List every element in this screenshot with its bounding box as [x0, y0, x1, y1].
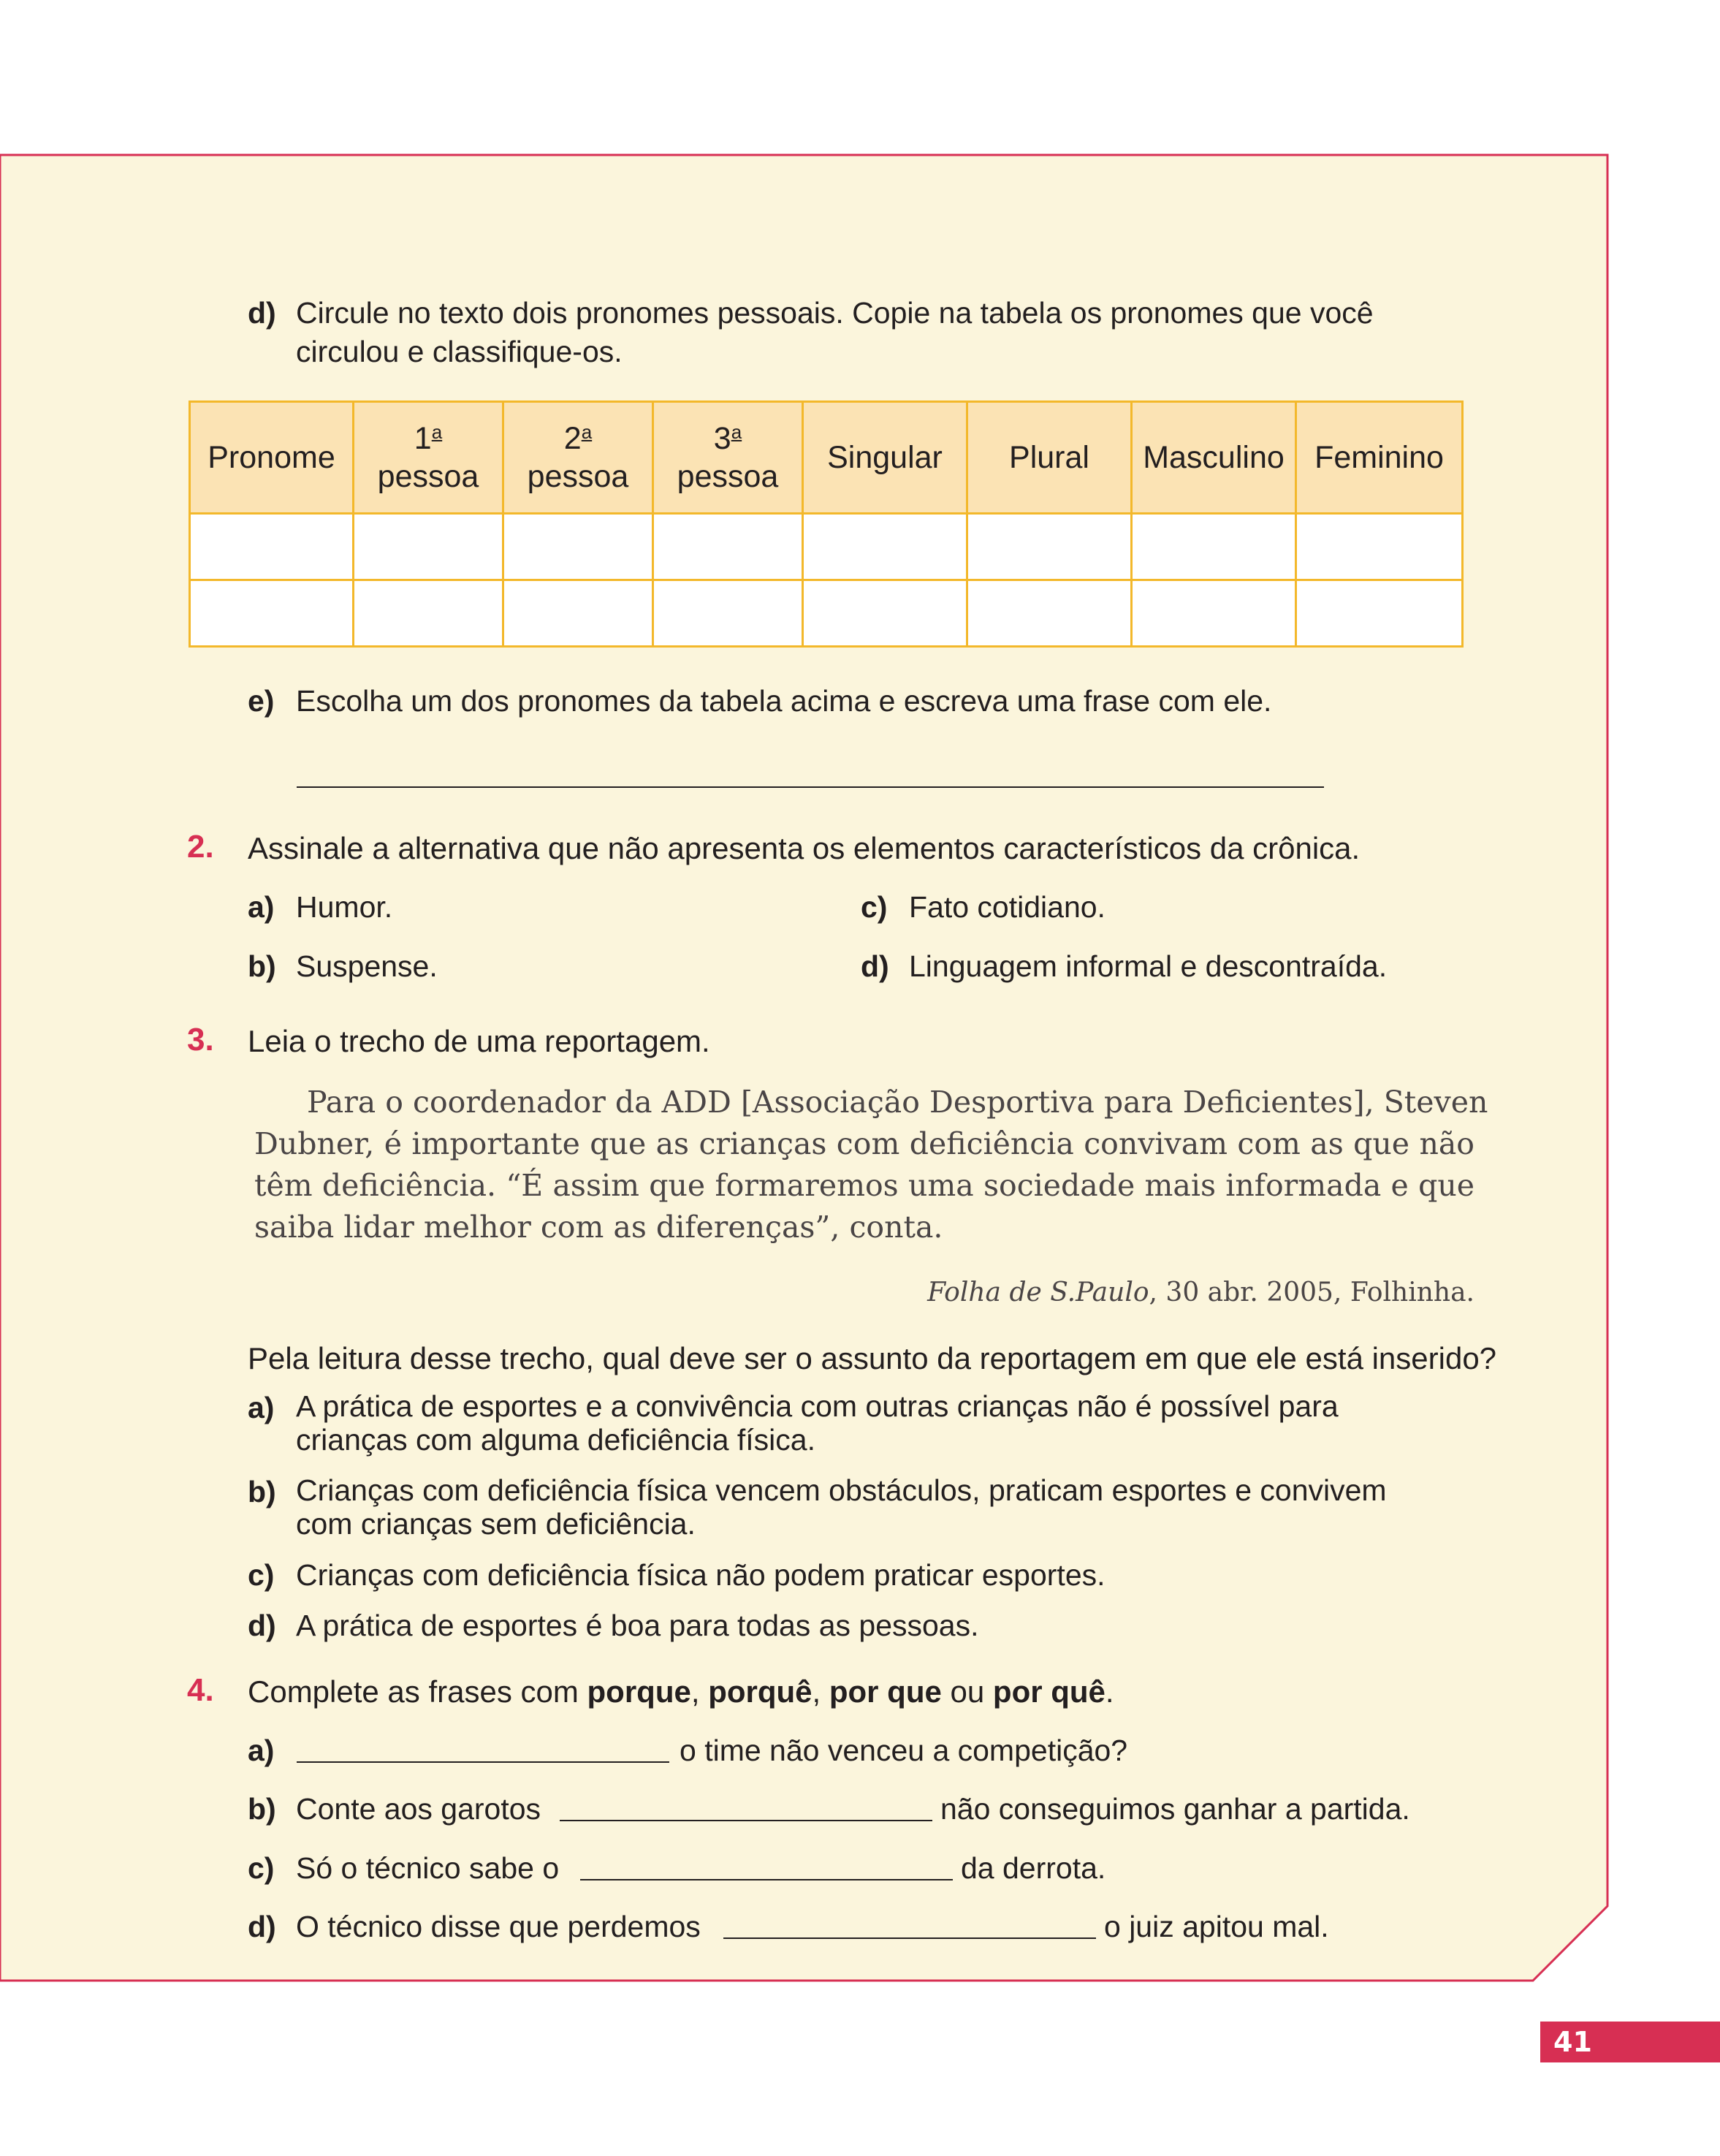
- q4-number: 4.: [187, 1672, 214, 1708]
- page-number: 41: [1553, 2026, 1592, 2058]
- q4-item-c-label: c): [248, 1851, 275, 1885]
- q2-option-d-text: Linguagem informal e descontraída.: [909, 949, 1388, 983]
- table-row: [190, 514, 1463, 580]
- table-cell[interactable]: [190, 514, 354, 580]
- q3-option-c-text: Crianças com deficiência física não podem praticar esportes.: [296, 1558, 1106, 1592]
- header-2a-pessoa: 2$^a$ pessoa: [503, 402, 653, 514]
- item-d-line2: circulou e classifique-os.: [296, 335, 623, 368]
- table-cell[interactable]: [354, 514, 503, 580]
- header-1a-pessoa: 1$^a$ pessoa: [354, 402, 503, 514]
- q3-question: Pela leitura desse trecho, qual deve ser o assunto da reportagem em que ele está inserido?: [248, 1341, 1497, 1375]
- q4-item-d-after: o juiz apitou mal.: [1104, 1910, 1329, 1943]
- q2-option-d-label[interactable]: d): [861, 949, 889, 983]
- table-cell[interactable]: [503, 514, 653, 580]
- page-number-badge: [1540, 2022, 1720, 2062]
- header-3a-pessoa: 3$^a$ pessoa: [653, 402, 803, 514]
- q2-text: Assinale a alternativa que não apresenta os elementos característicos da crônica.: [248, 831, 1361, 865]
- table-header-row: [190, 402, 1463, 514]
- header-plural: Plural: [967, 402, 1132, 514]
- q4-text: Complete as frases com porque, porquê, por que ou por quê.: [248, 1674, 1114, 1709]
- q4-item-c-before: Só o técnico sabe o: [296, 1851, 560, 1885]
- quote-line: Dubner, é importante que as crianças com deficiência convivam com as que não: [254, 1126, 1474, 1161]
- word-por-que-acento: por quê: [992, 1674, 1106, 1709]
- q4-item-b-label: b): [248, 1792, 276, 1826]
- q2-option-c-text: Fato cotidiano.: [909, 890, 1106, 924]
- blank-line-d[interactable]: [723, 1937, 1096, 1939]
- table-cell[interactable]: [653, 580, 803, 647]
- quote-line: saiba lidar melhor com as diferenças”, conta.: [254, 1210, 943, 1245]
- table-cell[interactable]: [1296, 514, 1463, 580]
- table-cell[interactable]: [354, 580, 503, 647]
- source-title: Folha de S.Paulo: [927, 1278, 1149, 1307]
- q4-item-a-after: o time não venceu a competição?: [680, 1734, 1128, 1767]
- table-cell[interactable]: [967, 580, 1132, 647]
- q2-option-c-label[interactable]: c): [861, 890, 888, 924]
- q4-item-b-after: não conseguimos ganhar a partida.: [940, 1792, 1410, 1826]
- q4-item-d-before: O técnico disse que perdemos: [296, 1910, 701, 1943]
- table-cell[interactable]: [1296, 580, 1463, 647]
- item-d: [248, 295, 276, 331]
- table-row: [190, 580, 1463, 647]
- reportage-quote: [254, 1082, 1488, 1248]
- quote-line: têm deficiência. “É assim que formaremos uma sociedade mais informada e que: [254, 1168, 1474, 1203]
- q4-item-d-label: d): [248, 1910, 276, 1943]
- quote-line: Para o coordenador da ADD [Associação Desportiva para Deficientes], Steven: [307, 1085, 1488, 1120]
- q2-option-a-text: Humor.: [296, 890, 393, 924]
- q3-option-b-label[interactable]: b): [248, 1475, 276, 1508]
- q3-option-b-line1: Crianças com deficiência física vencem obstáculos, praticam esportes e convivem: [296, 1473, 1387, 1507]
- table-cell[interactable]: [803, 580, 967, 647]
- word-porque-acento: porquê: [708, 1674, 813, 1709]
- source-details: , 30 abr. 2005, Folhinha.: [1149, 1278, 1474, 1307]
- table-cell[interactable]: [190, 580, 354, 647]
- table-cell[interactable]: [803, 514, 967, 580]
- header-singular: Singular: [803, 402, 967, 514]
- word-por-que: por que: [829, 1674, 942, 1709]
- header-pronome: Pronome: [190, 402, 354, 514]
- answer-line-e[interactable]: [297, 786, 1324, 788]
- q3-option-d-text: A prática de esportes é boa para todas as pessoas.: [296, 1609, 979, 1642]
- header-masculino: Masculino: [1132, 402, 1296, 514]
- item-e-text: Escolha um dos pronomes da tabela acima e escreva uma frase com ele.: [296, 684, 1272, 718]
- item-e-label: e): [248, 684, 275, 718]
- q2-number: 2.: [187, 829, 214, 865]
- q3-number: 3.: [187, 1022, 214, 1058]
- q3-option-a-line2: crianças com alguma deficiência física.: [296, 1423, 815, 1457]
- table-cell[interactable]: [967, 514, 1132, 580]
- q2-option-b-text: Suspense.: [296, 949, 438, 983]
- table-cell[interactable]: [653, 514, 803, 580]
- q2-option-b-label[interactable]: b): [248, 949, 276, 983]
- q3-text: Leia o trecho de uma reportagem.: [248, 1024, 710, 1058]
- table-cell[interactable]: [1132, 514, 1296, 580]
- q2-option-a-label[interactable]: a): [248, 890, 275, 924]
- item-d-line1: Circule no texto dois pronomes pessoais. Copie na tabela os pronomes que você: [296, 296, 1374, 330]
- q4-item-a-label: a): [248, 1734, 275, 1767]
- q4-item-c-after: da derrota.: [961, 1851, 1106, 1885]
- q3-option-d-label[interactable]: d): [248, 1609, 276, 1642]
- blank-line-c[interactable]: [580, 1879, 953, 1880]
- word-porque: porque: [587, 1674, 691, 1709]
- pronoun-table: [189, 401, 1464, 648]
- q3-option-a-line1: A prática de esportes e a convivência com outras crianças não é possível para: [296, 1389, 1339, 1423]
- table-cell[interactable]: [1132, 580, 1296, 647]
- q3-option-c-label[interactable]: c): [248, 1558, 275, 1592]
- q3-option-b-line2: com crianças sem deficiência.: [296, 1507, 696, 1541]
- q3-option-a-label[interactable]: a): [248, 1391, 275, 1424]
- q4-item-b-before: Conte aos garotos: [296, 1792, 541, 1826]
- quote-source: [927, 1276, 1474, 1310]
- item-d-label: d): [248, 296, 276, 330]
- blank-line-b[interactable]: [560, 1820, 932, 1821]
- blank-line-a[interactable]: [297, 1761, 669, 1763]
- header-feminino: Feminino: [1296, 402, 1463, 514]
- item-e: [248, 683, 274, 719]
- table-cell[interactable]: [503, 580, 653, 647]
